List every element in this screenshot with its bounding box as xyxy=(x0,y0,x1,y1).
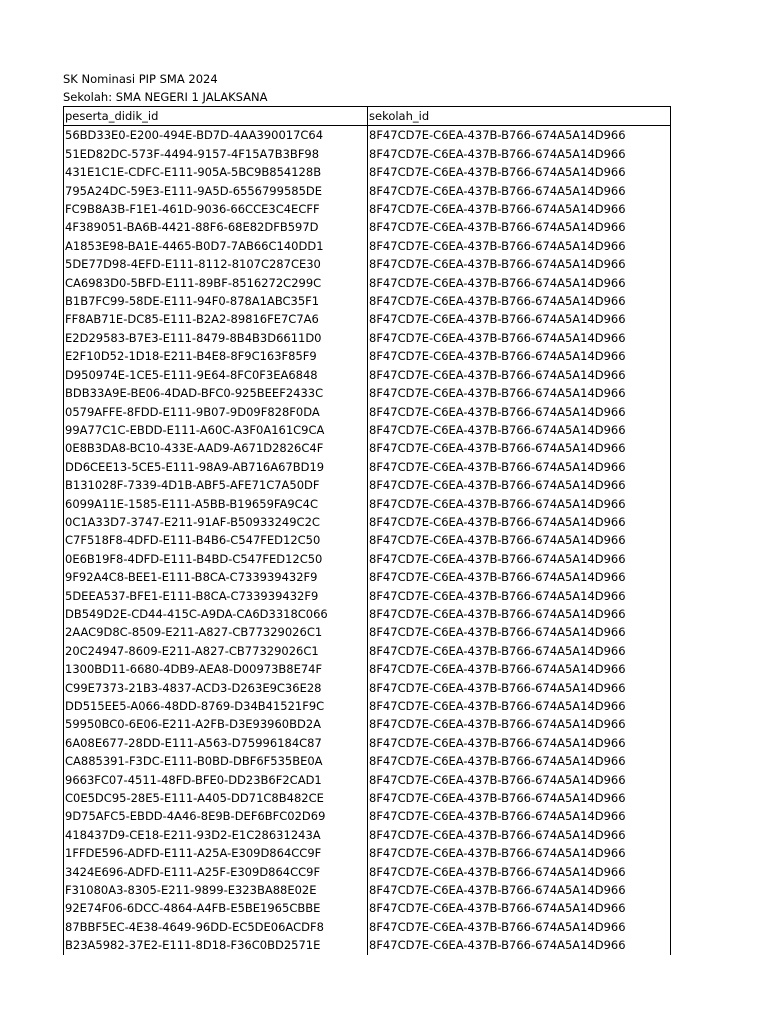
peserta-didik-id-cell: 9663FC07-4511-48FD-BFE0-DD23B6F2CAD1 xyxy=(64,771,368,789)
table-row xyxy=(64,274,671,292)
sekolah-id-cell: 8F47CD7E-C6EA-437B-B766-674A5A14D966 xyxy=(368,660,671,678)
sekolah-id-cell: 8F47CD7E-C6EA-437B-B766-674A5A14D966 xyxy=(368,587,671,605)
peserta-didik-id-cell: 4F389051-BA6B-4421-88F6-68E82DFB597D xyxy=(64,218,368,236)
table-row xyxy=(64,863,671,881)
sekolah-id-cell: 8F47CD7E-C6EA-437B-B766-674A5A14D966 xyxy=(368,163,671,181)
table-row xyxy=(64,789,671,807)
table-row xyxy=(64,568,671,586)
peserta-didik-id-cell: 1FFDE596-ADFD-E111-A25A-E309D864CC9F xyxy=(64,844,368,862)
peserta-didik-id-cell: 5DE77D98-4EFD-E111-8112-8107C287CE30 xyxy=(64,255,368,273)
table-row xyxy=(64,844,671,862)
peserta-didik-id-cell: BDB33A9E-BE06-4DAD-BFC0-925BEEF2433C xyxy=(64,384,368,402)
sekolah-id-cell: 8F47CD7E-C6EA-437B-B766-674A5A14D966 xyxy=(368,623,671,641)
table-row xyxy=(64,918,671,936)
peserta-didik-id-cell: 56BD33E0-E200-494E-BD7D-4AA390017C64 xyxy=(64,126,368,145)
peserta-didik-id-cell: 99A77C1C-EBDD-E111-A60C-A3F0A161C9CA xyxy=(64,421,368,439)
table-row xyxy=(64,200,671,218)
sekolah-id-cell: 8F47CD7E-C6EA-437B-B766-674A5A14D966 xyxy=(368,292,671,310)
peserta-didik-id-cell: B23A5982-37E2-E111-8D18-F36C0BD2571E xyxy=(64,936,368,954)
sekolah-id-cell: 8F47CD7E-C6EA-437B-B766-674A5A14D966 xyxy=(368,182,671,200)
table-row xyxy=(64,439,671,457)
peserta-didik-id-cell: 0E8B3DA8-BC10-433E-AAD9-A671D2826C4F xyxy=(64,439,368,457)
sekolah-id-cell: 8F47CD7E-C6EA-437B-B766-674A5A14D966 xyxy=(368,771,671,789)
table-row xyxy=(64,826,671,844)
sekolah-id-cell: 8F47CD7E-C6EA-437B-B766-674A5A14D966 xyxy=(368,310,671,328)
table-row xyxy=(64,237,671,255)
column-header-peserta-didik-id: peserta_didik_id xyxy=(64,107,368,126)
sekolah-id-cell: 8F47CD7E-C6EA-437B-B766-674A5A14D966 xyxy=(368,752,671,770)
table-row xyxy=(64,513,671,531)
sekolah-id-cell: 8F47CD7E-C6EA-437B-B766-674A5A14D966 xyxy=(368,807,671,825)
peserta-didik-id-cell: 51ED82DC-573F-4494-9157-4F15A7B3BF98 xyxy=(64,145,368,163)
sekolah-id-cell: 8F47CD7E-C6EA-437B-B766-674A5A14D966 xyxy=(368,605,671,623)
table-row xyxy=(64,642,671,660)
table-row xyxy=(64,660,671,678)
sekolah-id-cell: 8F47CD7E-C6EA-437B-B766-674A5A14D966 xyxy=(368,347,671,365)
sekolah-id-cell: 8F47CD7E-C6EA-437B-B766-674A5A14D966 xyxy=(368,200,671,218)
peserta-didik-id-cell: B131028F-7339-4D1B-ABF5-AFE71C7A50DF xyxy=(64,476,368,494)
peserta-didik-id-cell: 87BBF5EC-4E38-4649-96DD-EC5DE06ACDF8 xyxy=(64,918,368,936)
sekolah-id-cell: 8F47CD7E-C6EA-437B-B766-674A5A14D966 xyxy=(368,439,671,457)
document-page xyxy=(63,70,671,955)
sekolah-id-cell: 8F47CD7E-C6EA-437B-B766-674A5A14D966 xyxy=(368,826,671,844)
sekolah-id-cell: 8F47CD7E-C6EA-437B-B766-674A5A14D966 xyxy=(368,218,671,236)
sekolah-id-cell: 8F47CD7E-C6EA-437B-B766-674A5A14D966 xyxy=(368,421,671,439)
sekolah-id-cell: 8F47CD7E-C6EA-437B-B766-674A5A14D966 xyxy=(368,513,671,531)
peserta-didik-id-cell: 3424E696-ADFD-E111-A25F-E309D864CC9F xyxy=(64,863,368,881)
column-header-sekolah-id: sekolah_id xyxy=(368,107,671,126)
sekolah-id-cell: 8F47CD7E-C6EA-437B-B766-674A5A14D966 xyxy=(368,126,671,145)
sekolah-id-cell: 8F47CD7E-C6EA-437B-B766-674A5A14D966 xyxy=(368,458,671,476)
peserta-didik-id-cell: 0579AFFE-8FDD-E111-9B07-9D09F828F0DA xyxy=(64,403,368,421)
sekolah-id-cell: 8F47CD7E-C6EA-437B-B766-674A5A14D966 xyxy=(368,476,671,494)
school-line: Sekolah: SMA NEGERI 1 JALAKSANA xyxy=(63,90,268,104)
table-row xyxy=(64,182,671,200)
peserta-didik-id-cell: 59950BC0-6E06-E211-A2FB-D3E93960BD2A xyxy=(64,715,368,733)
sekolah-id-cell: 8F47CD7E-C6EA-437B-B766-674A5A14D966 xyxy=(368,495,671,513)
peserta-didik-id-cell: 9F92A4C8-BEE1-E111-B8CA-C733939432F9 xyxy=(64,568,368,586)
table-row xyxy=(64,255,671,273)
sekolah-id-cell: 8F47CD7E-C6EA-437B-B766-674A5A14D966 xyxy=(368,145,671,163)
sekolah-id-cell: 8F47CD7E-C6EA-437B-B766-674A5A14D966 xyxy=(368,403,671,421)
table-row xyxy=(64,679,671,697)
sekolah-id-cell: 8F47CD7E-C6EA-437B-B766-674A5A14D966 xyxy=(368,255,671,273)
peserta-didik-id-cell: 795A24DC-59E3-E111-9A5D-6556799585DE xyxy=(64,182,368,200)
table-row xyxy=(64,771,671,789)
table-row xyxy=(64,163,671,181)
sekolah-id-cell: 8F47CD7E-C6EA-437B-B766-674A5A14D966 xyxy=(368,679,671,697)
peserta-didik-id-cell: 431E1C1E-CDFC-E111-905A-5BC9B854128B xyxy=(64,163,368,181)
sekolah-id-cell: 8F47CD7E-C6EA-437B-B766-674A5A14D966 xyxy=(368,274,671,292)
sekolah-id-cell: 8F47CD7E-C6EA-437B-B766-674A5A14D966 xyxy=(368,734,671,752)
sekolah-id-cell: 8F47CD7E-C6EA-437B-B766-674A5A14D966 xyxy=(368,899,671,917)
table-row xyxy=(64,145,671,163)
sekolah-id-cell: 8F47CD7E-C6EA-437B-B766-674A5A14D966 xyxy=(368,844,671,862)
peserta-didik-id-cell: 418437D9-CE18-E211-93D2-E1C28631243A xyxy=(64,826,368,844)
sekolah-id-cell: 8F47CD7E-C6EA-437B-B766-674A5A14D966 xyxy=(368,715,671,733)
peserta-didik-id-cell: FC9B8A3B-F1E1-461D-9036-66CCE3C4ECFF xyxy=(64,200,368,218)
sekolah-id-cell: 8F47CD7E-C6EA-437B-B766-674A5A14D966 xyxy=(368,936,671,954)
peserta-didik-id-cell: 92E74F06-6DCC-4864-A4FB-E5BE1965CBBE xyxy=(64,899,368,917)
peserta-didik-id-cell: DB549D2E-CD44-415C-A9DA-CA6D3318C066 xyxy=(64,605,368,623)
peserta-didik-id-cell: E2D29583-B7E3-E111-8479-8B4B3D6611D0 xyxy=(64,329,368,347)
sekolah-id-cell: 8F47CD7E-C6EA-437B-B766-674A5A14D966 xyxy=(368,366,671,384)
peserta-didik-id-cell: 9D75AFC5-EBDD-4A46-8E9B-DEF6BFC02D69 xyxy=(64,807,368,825)
peserta-didik-id-cell: C0E5DC95-28E5-E111-A405-DD71C8B482CE xyxy=(64,789,368,807)
table-row xyxy=(64,458,671,476)
table-row xyxy=(64,936,671,954)
peserta-didik-id-cell: C99E7373-21B3-4837-ACD3-D263E9C36E28 xyxy=(64,679,368,697)
table-row xyxy=(64,605,671,623)
peserta-didik-id-cell: 0C1A33D7-3747-E211-91AF-B50933249C2C xyxy=(64,513,368,531)
peserta-didik-id-cell: 6099A11E-1585-E111-A5BB-B19659FA9C4C xyxy=(64,495,368,513)
peserta-didik-id-cell: 2AAC9D8C-8509-E211-A827-CB77329026C1 xyxy=(64,623,368,641)
peserta-didik-id-cell: CA885391-F3DC-E111-B0BD-DBF6F535BE0A xyxy=(64,752,368,770)
peserta-didik-id-cell: FF8AB71E-DC85-E111-B2A2-89816FE7C7A6 xyxy=(64,310,368,328)
table-row xyxy=(64,807,671,825)
peserta-didik-id-cell: A1853E98-BA1E-4465-B0D7-7AB66C140DD1 xyxy=(64,237,368,255)
table-body xyxy=(64,126,671,955)
sekolah-id-cell: 8F47CD7E-C6EA-437B-B766-674A5A14D966 xyxy=(368,918,671,936)
table-row xyxy=(64,366,671,384)
table-row xyxy=(64,587,671,605)
table-row xyxy=(64,734,671,752)
sekolah-id-cell: 8F47CD7E-C6EA-437B-B766-674A5A14D966 xyxy=(368,384,671,402)
table-header-row xyxy=(64,107,671,126)
sekolah-id-cell: 8F47CD7E-C6EA-437B-B766-674A5A14D966 xyxy=(368,568,671,586)
table-row xyxy=(64,384,671,402)
sekolah-id-cell: 8F47CD7E-C6EA-437B-B766-674A5A14D966 xyxy=(368,329,671,347)
peserta-didik-id-cell: C7F518F8-4DFD-E111-B4B6-C547FED12C50 xyxy=(64,531,368,549)
table-row xyxy=(64,347,671,365)
nomination-table xyxy=(63,106,671,955)
table-row xyxy=(64,881,671,899)
sekolah-id-cell: 8F47CD7E-C6EA-437B-B766-674A5A14D966 xyxy=(368,550,671,568)
sekolah-id-cell: 8F47CD7E-C6EA-437B-B766-674A5A14D966 xyxy=(368,863,671,881)
table-row xyxy=(64,550,671,568)
table-row xyxy=(64,310,671,328)
table-row xyxy=(64,623,671,641)
peserta-didik-id-cell: D950974E-1CE5-E111-9E64-8FC0F3EA6848 xyxy=(64,366,368,384)
sekolah-id-cell: 8F47CD7E-C6EA-437B-B766-674A5A14D966 xyxy=(368,642,671,660)
table-row xyxy=(64,752,671,770)
table-row xyxy=(64,126,671,145)
table-row xyxy=(64,697,671,715)
table-row xyxy=(64,495,671,513)
peserta-didik-id-cell: E2F10D52-1D18-E211-B4E8-8F9C163F85F9 xyxy=(64,347,368,365)
peserta-didik-id-cell: DD6CEE13-5CE5-E111-98A9-AB716A67BD19 xyxy=(64,458,368,476)
peserta-didik-id-cell: F31080A3-8305-E211-9899-E323BA88E02E xyxy=(64,881,368,899)
table-row xyxy=(64,531,671,549)
peserta-didik-id-cell: 20C24947-8609-E211-A827-CB77329026C1 xyxy=(64,642,368,660)
peserta-didik-id-cell: 5DEEA537-BFE1-E111-B8CA-C733939432F9 xyxy=(64,587,368,605)
peserta-didik-id-cell: B1B7FC99-58DE-E111-94F0-878A1ABC35F1 xyxy=(64,292,368,310)
table-row xyxy=(64,329,671,347)
peserta-didik-id-cell: 1300BD11-6680-4DB9-AEA8-D00973B8E74F xyxy=(64,660,368,678)
document-title: SK Nominasi PIP SMA 2024 xyxy=(63,72,218,86)
table-row xyxy=(64,899,671,917)
table-row xyxy=(64,421,671,439)
peserta-didik-id-cell: 0E6B19F8-4DFD-E111-B4BD-C547FED12C50 xyxy=(64,550,368,568)
table-row xyxy=(64,292,671,310)
table-row xyxy=(64,218,671,236)
sekolah-id-cell: 8F47CD7E-C6EA-437B-B766-674A5A14D966 xyxy=(368,789,671,807)
sekolah-id-cell: 8F47CD7E-C6EA-437B-B766-674A5A14D966 xyxy=(368,697,671,715)
peserta-didik-id-cell: DD515EE5-A066-48DD-8769-D34B41521F9C xyxy=(64,697,368,715)
peserta-didik-id-cell: 6A08E677-28DD-E111-A563-D75996184C87 xyxy=(64,734,368,752)
sekolah-id-cell: 8F47CD7E-C6EA-437B-B766-674A5A14D966 xyxy=(368,881,671,899)
table-row xyxy=(64,403,671,421)
table-row xyxy=(64,715,671,733)
sekolah-id-cell: 8F47CD7E-C6EA-437B-B766-674A5A14D966 xyxy=(368,237,671,255)
peserta-didik-id-cell: CA6983D0-5BFD-E111-89BF-8516272C299C xyxy=(64,274,368,292)
sekolah-id-cell: 8F47CD7E-C6EA-437B-B766-674A5A14D966 xyxy=(368,531,671,549)
table-row xyxy=(64,476,671,494)
